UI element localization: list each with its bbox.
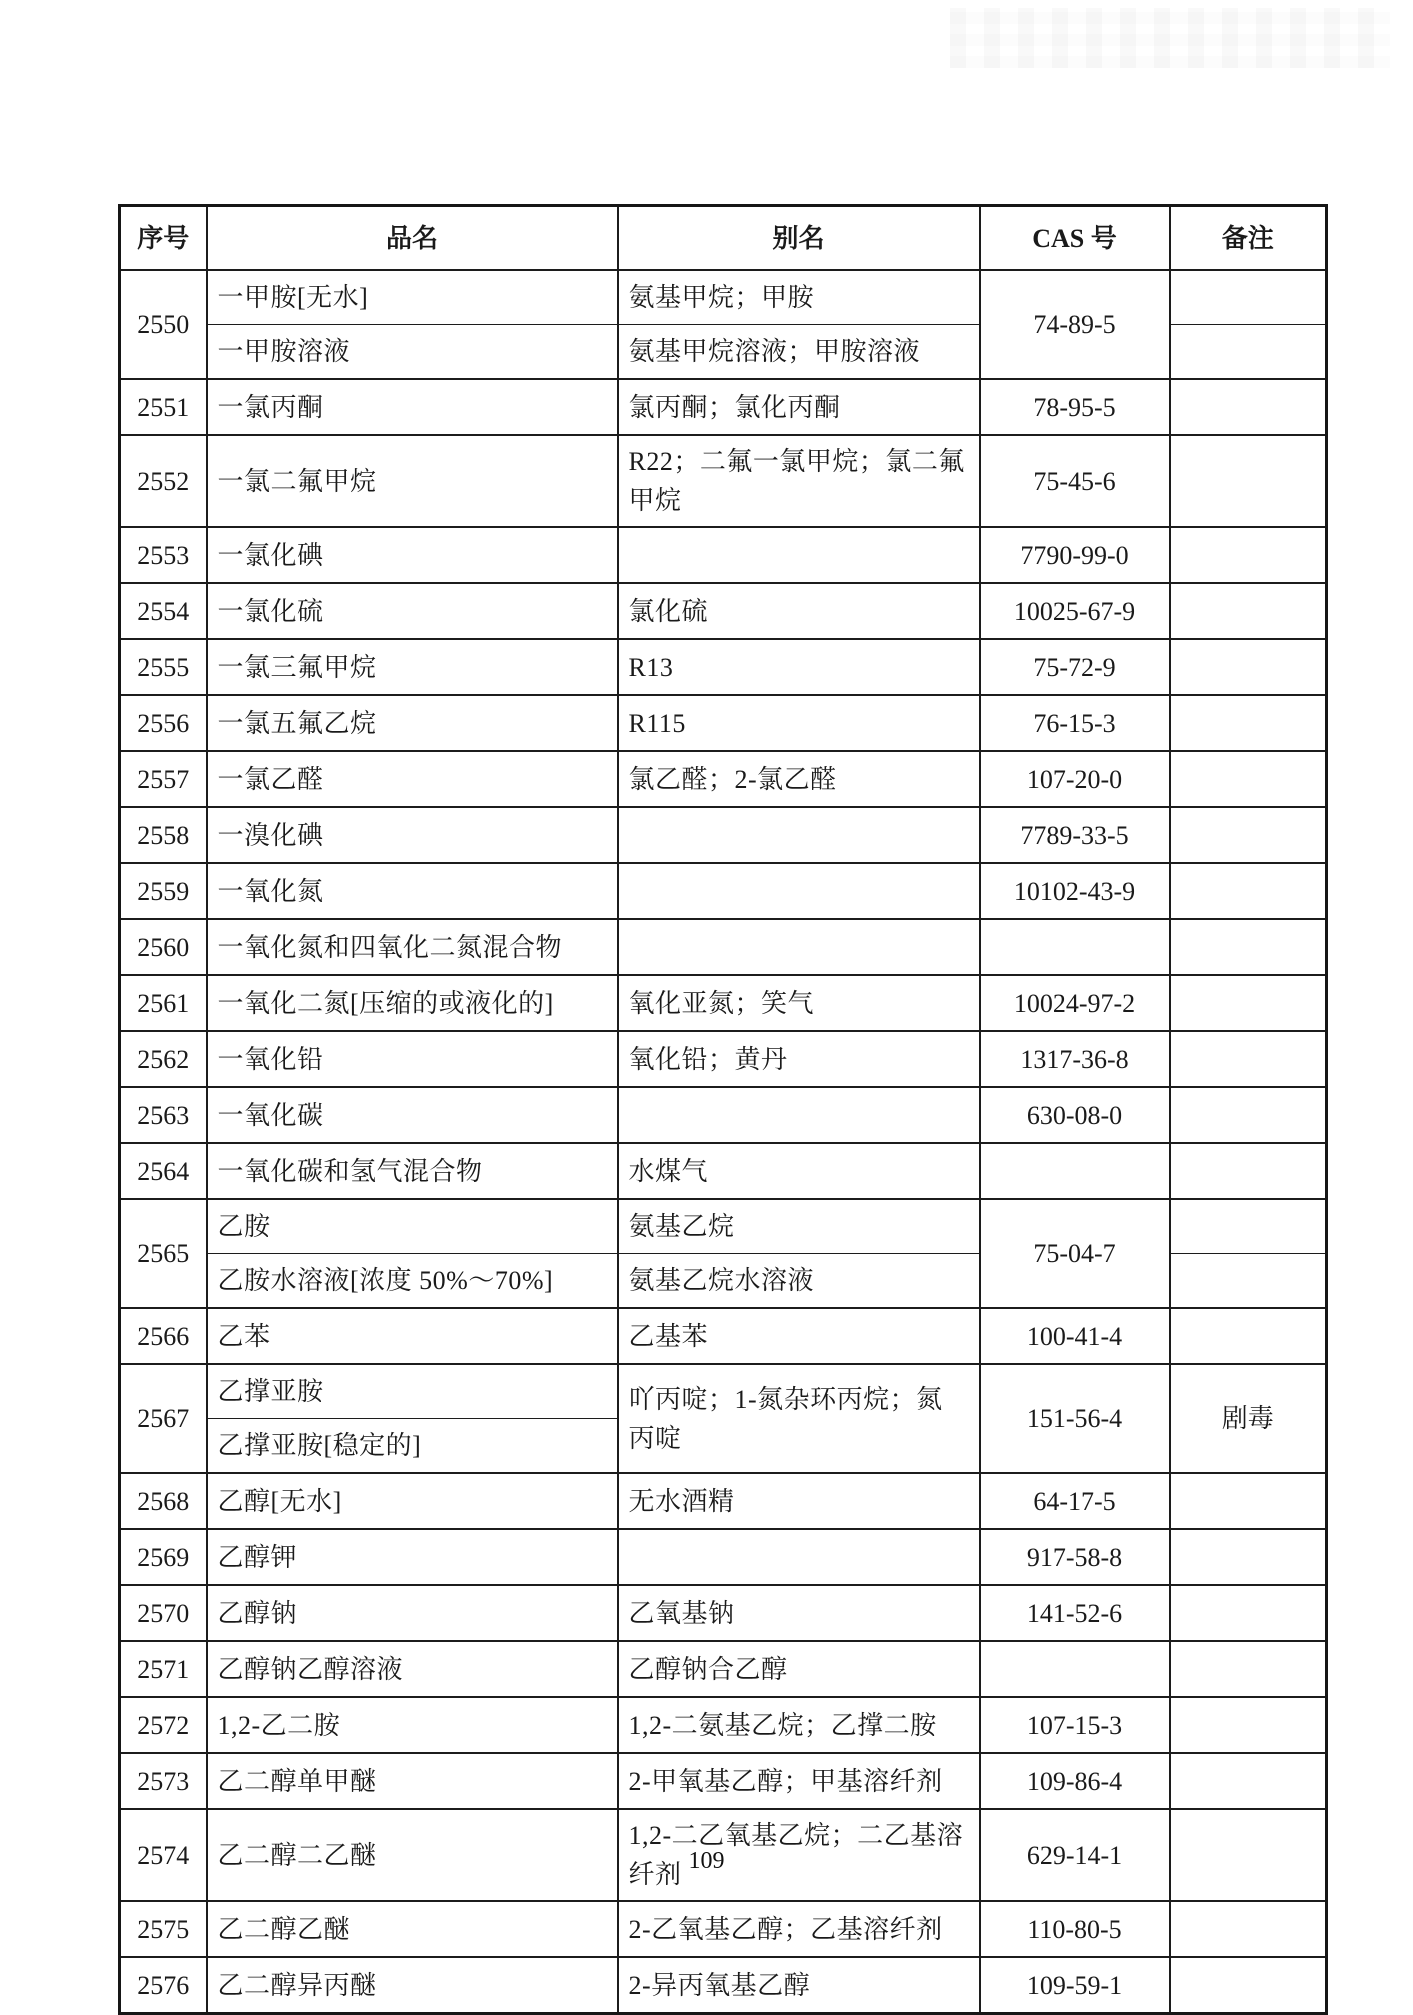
alias-cell: 2-乙氧基乙醇；乙基溶纤剂 <box>618 1901 980 1957</box>
table-row <box>120 863 1327 919</box>
cas-cell: 109-59-1 <box>980 1957 1170 2014</box>
cas-cell: 629-14-1 <box>980 1809 1170 1901</box>
table-row <box>120 527 1327 583</box>
table-row <box>120 1031 1327 1087</box>
product-name-cell: 乙醇钾 <box>207 1529 618 1585</box>
table-header-row <box>120 206 1327 271</box>
cas-cell: 74-89-5 <box>980 270 1170 379</box>
seq-cell: 2557 <box>120 751 207 807</box>
remark-cell <box>1170 1697 1327 1753</box>
seq-cell: 2566 <box>120 1308 207 1364</box>
cas-cell: 109-86-4 <box>980 1753 1170 1809</box>
product-name-cell: 一氧化碳和氢气混合物 <box>207 1143 618 1199</box>
seq-cell: 2569 <box>120 1529 207 1585</box>
seq-cell: 2576 <box>120 1957 207 2014</box>
product-name-cell: 一氧化碳 <box>207 1087 618 1143</box>
product-name-cell: 一甲胺溶液 <box>207 325 618 380</box>
alias-cell: 无水酒精 <box>618 1473 980 1529</box>
cas-cell <box>980 1641 1170 1697</box>
table-row <box>120 270 1327 325</box>
alias-cell <box>618 1087 980 1143</box>
table-row <box>120 435 1327 527</box>
product-name-cell: 乙二醇异丙醚 <box>207 1957 618 2014</box>
product-name-cell: 一氯三氟甲烷 <box>207 639 618 695</box>
product-name-cell: 乙二醇乙醚 <box>207 1901 618 1957</box>
product-name-cell: 一氯化碘 <box>207 527 618 583</box>
cas-cell: 107-15-3 <box>980 1697 1170 1753</box>
product-name-cell: 乙醇钠 <box>207 1585 618 1641</box>
alias-cell: 氯化硫 <box>618 583 980 639</box>
remark-cell <box>1170 1641 1327 1697</box>
remark-cell <box>1170 270 1327 325</box>
remark-cell <box>1170 695 1327 751</box>
table-row <box>120 639 1327 695</box>
seq-cell: 2555 <box>120 639 207 695</box>
chemicals-table <box>118 204 1328 2015</box>
alias-cell: R13 <box>618 639 980 695</box>
remark-cell <box>1170 1087 1327 1143</box>
cas-cell: 78-95-5 <box>980 379 1170 435</box>
seq-cell: 2572 <box>120 1697 207 1753</box>
cas-cell: 10024-97-2 <box>980 975 1170 1031</box>
remark-cell <box>1170 863 1327 919</box>
remark-cell <box>1170 1585 1327 1641</box>
product-name-cell: 一氧化铅 <box>207 1031 618 1087</box>
remark-cell <box>1170 1199 1327 1254</box>
remark-cell <box>1170 1901 1327 1957</box>
alias-cell <box>618 807 980 863</box>
cas-cell: 64-17-5 <box>980 1473 1170 1529</box>
seq-cell: 2575 <box>120 1901 207 1957</box>
seq-cell: 2574 <box>120 1809 207 1901</box>
product-name-cell: 一溴化碘 <box>207 807 618 863</box>
remark-cell <box>1170 1473 1327 1529</box>
product-name-cell: 乙胺 <box>207 1199 618 1254</box>
seq-cell: 2561 <box>120 975 207 1031</box>
cas-cell: 141-52-6 <box>980 1585 1170 1641</box>
seq-cell: 2559 <box>120 863 207 919</box>
table-row <box>120 919 1327 975</box>
alias-cell: 氨基甲烷；甲胺 <box>618 270 980 325</box>
remark-cell <box>1170 807 1327 863</box>
product-name-cell: 乙撑亚胺 <box>207 1364 618 1419</box>
product-name-cell: 乙撑亚胺[稳定的] <box>207 1419 618 1474</box>
product-name-cell: 乙醇钠乙醇溶液 <box>207 1641 618 1697</box>
product-name-cell: 乙二醇二乙醚 <box>207 1809 618 1901</box>
header-seq: 序号 <box>120 206 207 271</box>
seq-cell: 2562 <box>120 1031 207 1087</box>
seq-cell: 2573 <box>120 1753 207 1809</box>
remark-cell <box>1170 1753 1327 1809</box>
alias-cell: 氯丙酮；氯化丙酮 <box>618 379 980 435</box>
seq-cell: 2551 <box>120 379 207 435</box>
alias-cell <box>618 527 980 583</box>
remark-cell <box>1170 379 1327 435</box>
cas-cell: 107-20-0 <box>980 751 1170 807</box>
remark-cell <box>1170 1529 1327 1585</box>
table-row <box>120 1957 1327 2014</box>
cas-cell: 7789-33-5 <box>980 807 1170 863</box>
seq-cell: 2571 <box>120 1641 207 1697</box>
seq-cell: 2558 <box>120 807 207 863</box>
product-name-cell: 一氯五氟乙烷 <box>207 695 618 751</box>
seq-cell: 2554 <box>120 583 207 639</box>
alias-cell: 氨基乙烷 <box>618 1199 980 1254</box>
table-row <box>120 1753 1327 1809</box>
alias-cell: 吖丙啶；1-氮杂环丙烷；氮丙啶 <box>618 1364 980 1473</box>
table-row <box>120 807 1327 863</box>
remark-cell <box>1170 325 1327 380</box>
cas-cell: 7790-99-0 <box>980 527 1170 583</box>
product-name-cell: 乙胺水溶液[浓度 50%～70%] <box>207 1254 618 1309</box>
remark-cell <box>1170 435 1327 527</box>
header-alias: 别名 <box>618 206 980 271</box>
seq-cell: 2570 <box>120 1585 207 1641</box>
seq-cell: 2552 <box>120 435 207 527</box>
table-row <box>120 1641 1327 1697</box>
cas-cell: 110-80-5 <box>980 1901 1170 1957</box>
cas-cell: 75-04-7 <box>980 1199 1170 1308</box>
cas-cell: 630-08-0 <box>980 1087 1170 1143</box>
table-row <box>120 1901 1327 1957</box>
seq-cell: 2567 <box>120 1364 207 1473</box>
alias-cell: 水煤气 <box>618 1143 980 1199</box>
alias-cell: 乙氧基钠 <box>618 1585 980 1641</box>
alias-cell: R115 <box>618 695 980 751</box>
seq-cell: 2550 <box>120 270 207 379</box>
seq-cell: 2556 <box>120 695 207 751</box>
remark-cell <box>1170 1254 1327 1309</box>
product-name-cell: 一氯化硫 <box>207 583 618 639</box>
table-row <box>120 1364 1327 1419</box>
seq-cell: 2564 <box>120 1143 207 1199</box>
table-row <box>120 751 1327 807</box>
alias-cell <box>618 919 980 975</box>
faint-scan-watermark <box>950 8 1390 68</box>
table-row <box>120 379 1327 435</box>
alias-cell: 氧化铅；黄丹 <box>618 1031 980 1087</box>
alias-cell <box>618 1529 980 1585</box>
seq-cell: 2563 <box>120 1087 207 1143</box>
cas-cell: 100-41-4 <box>980 1308 1170 1364</box>
cas-cell: 151-56-4 <box>980 1364 1170 1473</box>
alias-cell: 氨基乙烷水溶液 <box>618 1254 980 1309</box>
table-row <box>120 1143 1327 1199</box>
remark-cell <box>1170 1957 1327 2014</box>
cas-cell: 75-45-6 <box>980 435 1170 527</box>
alias-cell: R22；二氟一氯甲烷；氯二氟甲烷 <box>618 435 980 527</box>
product-name-cell: 乙苯 <box>207 1308 618 1364</box>
product-name-cell: 一氧化氮和四氧化二氮混合物 <box>207 919 618 975</box>
table-row <box>120 695 1327 751</box>
cas-cell: 76-15-3 <box>980 695 1170 751</box>
remark-cell <box>1170 527 1327 583</box>
remark-cell <box>1170 1143 1327 1199</box>
header-remark: 备注 <box>1170 206 1327 271</box>
alias-cell: 2-甲氧基乙醇；甲基溶纤剂 <box>618 1753 980 1809</box>
remark-cell <box>1170 583 1327 639</box>
cas-cell <box>980 919 1170 975</box>
table-row <box>120 1199 1327 1254</box>
product-name-cell: 乙二醇单甲醚 <box>207 1753 618 1809</box>
header-cas: CAS 号 <box>980 206 1170 271</box>
seq-cell: 2568 <box>120 1473 207 1529</box>
product-name-cell: 一氯乙醛 <box>207 751 618 807</box>
cas-cell: 75-72-9 <box>980 639 1170 695</box>
remark-cell <box>1170 1031 1327 1087</box>
alias-cell <box>618 863 980 919</box>
header-name: 品名 <box>207 206 618 271</box>
alias-cell: 氨基甲烷溶液；甲胺溶液 <box>618 325 980 380</box>
table-row <box>120 1473 1327 1529</box>
cas-cell: 10102-43-9 <box>980 863 1170 919</box>
product-name-cell: 1,2-乙二胺 <box>207 1697 618 1753</box>
table-row <box>120 975 1327 1031</box>
seq-cell: 2565 <box>120 1199 207 1308</box>
chemicals-table-container <box>118 204 1325 2015</box>
table-row <box>120 583 1327 639</box>
alias-cell: 乙基苯 <box>618 1308 980 1364</box>
product-name-cell: 一氯二氟甲烷 <box>207 435 618 527</box>
alias-cell: 氯乙醛；2-氯乙醛 <box>618 751 980 807</box>
alias-cell: 1,2-二乙氧基乙烷；二乙基溶纤剂 <box>618 1809 980 1901</box>
cas-cell: 917-58-8 <box>980 1529 1170 1585</box>
product-name-cell: 一氯丙酮 <box>207 379 618 435</box>
product-name-cell: 一甲胺[无水] <box>207 270 618 325</box>
product-name-cell: 乙醇[无水] <box>207 1473 618 1529</box>
remark-cell <box>1170 751 1327 807</box>
alias-cell: 2-异丙氧基乙醇 <box>618 1957 980 2014</box>
page-number: 109 <box>688 1848 725 1874</box>
product-name-cell: 一氧化氮 <box>207 863 618 919</box>
seq-cell: 2553 <box>120 527 207 583</box>
alias-cell: 乙醇钠合乙醇 <box>618 1641 980 1697</box>
cas-cell <box>980 1143 1170 1199</box>
remark-cell <box>1170 919 1327 975</box>
cas-cell: 10025-67-9 <box>980 583 1170 639</box>
table-row <box>120 1529 1327 1585</box>
table-row <box>120 1308 1327 1364</box>
cas-cell: 1317-36-8 <box>980 1031 1170 1087</box>
remark-cell <box>1170 975 1327 1031</box>
remark-cell <box>1170 639 1327 695</box>
table-row <box>120 1087 1327 1143</box>
seq-cell: 2560 <box>120 919 207 975</box>
alias-cell: 1,2-二氨基乙烷；乙撑二胺 <box>618 1697 980 1753</box>
product-name-cell: 一氧化二氮[压缩的或液化的] <box>207 975 618 1031</box>
table-row <box>120 1697 1327 1753</box>
table-row <box>120 1585 1327 1641</box>
alias-cell: 氧化亚氮；笑气 <box>618 975 980 1031</box>
remark-cell <box>1170 1308 1327 1364</box>
remark-cell: 剧毒 <box>1170 1364 1327 1473</box>
